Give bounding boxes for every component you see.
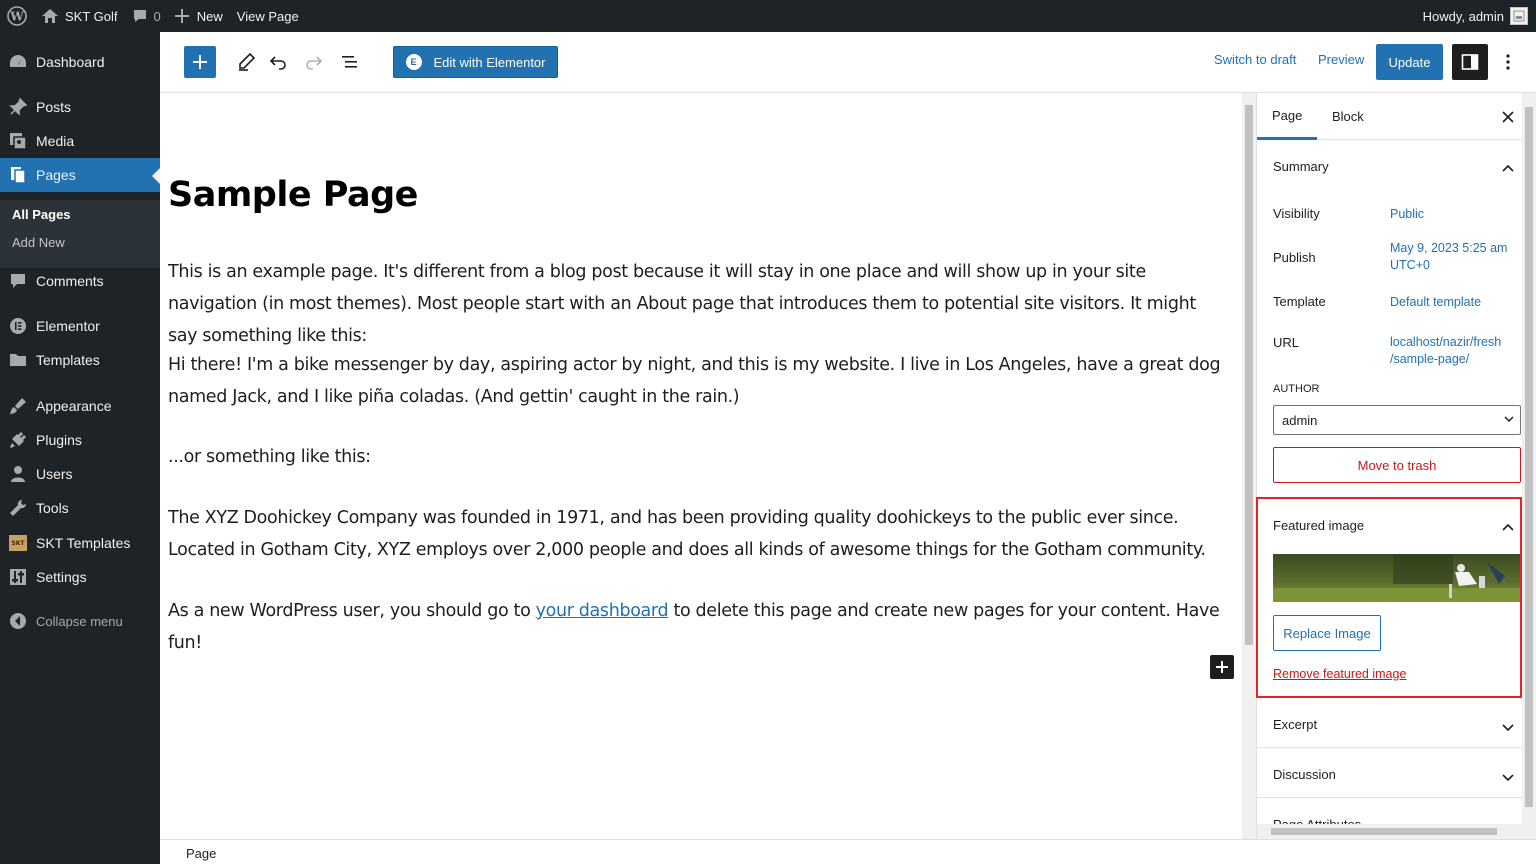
sidebar-scrollbar-thumb[interactable] (1525, 107, 1533, 807)
user-icon (0, 464, 36, 484)
document-overview-button[interactable] (334, 46, 366, 78)
media-icon (0, 131, 36, 151)
tab-block-label: Block (1332, 109, 1364, 124)
paragraph-text: As a new WordPress user, you should go to (168, 601, 536, 621)
tab-page-label: Page (1272, 107, 1303, 123)
dashboard-link[interactable]: your dashboard (535, 601, 669, 621)
chevron-down-icon (1502, 719, 1514, 737)
skt-logo-icon (0, 533, 36, 553)
sidebar-scrollbar[interactable] (1522, 93, 1536, 839)
panel-divider (1257, 797, 1522, 798)
switch-to-draft-label: Switch to draft (1214, 52, 1297, 67)
paragraph-block[interactable]: The XYZ Doohickey Company was founded in 1971, and has been providing quality doohickeys to the public ever since. Located in Gotham City, XYZ employs over 2,000 people and does all kinds of awesome things for the Gotham community. (168, 508, 1206, 560)
menu-item-media[interactable] (0, 124, 160, 158)
pages-submenu (0, 200, 160, 268)
publish-timezone-text: UTC+0 (1390, 258, 1430, 272)
move-to-trash-label: Move to trash (1357, 457, 1437, 473)
publish-date-text: May 9, 2023 5:25 am (1390, 241, 1508, 255)
wrench-icon (0, 498, 36, 518)
pushpin-icon (0, 97, 36, 117)
menu-label-users: Users (36, 466, 73, 482)
plug-icon (0, 430, 36, 450)
comments-icon (0, 271, 36, 291)
editor-footer (160, 839, 1536, 864)
view-page-label: View Page (236, 8, 299, 24)
menu-item-tools[interactable] (0, 491, 160, 525)
plus-icon (1215, 660, 1229, 674)
remove-featured-image-link[interactable]: Remove featured image (1273, 667, 1407, 681)
menu-label-comments: Comments (36, 273, 104, 289)
svg-text:W: W (10, 9, 24, 24)
switch-to-draft-button[interactable] (1214, 52, 1296, 67)
featured-image-highlight (1256, 497, 1522, 698)
menu-label-pages: Pages (36, 167, 76, 183)
site-name: SKT Golf (65, 8, 118, 24)
featured-image-heading: Featured image (1273, 518, 1365, 533)
summary-heading: Summary (1273, 159, 1329, 174)
chevron-down-icon (1504, 415, 1514, 423)
menu-item-skt-templates[interactable] (0, 526, 160, 560)
paragraph-block[interactable]: ...or something like this: (168, 447, 371, 467)
author-value: admin (1282, 412, 1318, 428)
menu-label-elementor: Elementor (36, 318, 100, 334)
elementor-logo-icon: E (406, 54, 422, 70)
submenu-add-new[interactable]: Add New (12, 235, 65, 250)
tools-button[interactable] (230, 46, 262, 78)
more-vertical-icon (1506, 54, 1510, 70)
sidebar-horizontal-scrollbar[interactable] (1257, 824, 1522, 839)
collapse-arrow-icon (0, 612, 36, 630)
comment-bubble-icon (132, 8, 148, 24)
visibility-value-button[interactable]: Public (1390, 207, 1425, 221)
menu-item-appearance[interactable] (0, 389, 160, 423)
edit-with-elementor-label: Edit with Elementor (433, 54, 546, 70)
canvas-scrollbar[interactable] (1242, 93, 1256, 839)
menu-label-media: Media (36, 133, 75, 149)
chevron-down-icon (1502, 769, 1514, 787)
panel-divider (1257, 747, 1522, 748)
paragraph-block[interactable]: Hi there! I'm a bike messenger by day, aspiring actor by night, and this is my website. I live in Los Angeles, have a great dog named Jack, and I like piña coladas. (And gettin' caught in the rain.) (168, 355, 1221, 407)
canvas-scrollbar-thumb[interactable] (1245, 105, 1253, 645)
update-label: Update (1388, 54, 1431, 70)
move-to-trash-button[interactable] (1273, 447, 1521, 483)
paragraph-text: to delete this page and create new pages for your content. Have fun! (168, 601, 1220, 653)
redo-icon (304, 52, 324, 72)
author-select[interactable] (1273, 405, 1521, 435)
plus-icon (175, 9, 189, 23)
svg-text:SKT: SKT (11, 540, 25, 547)
new-label: New (196, 8, 223, 24)
tab-block[interactable] (1332, 93, 1364, 140)
menu-label-templates: Templates (36, 352, 100, 368)
menu-label-skt-templates: SKT Templates (36, 535, 131, 551)
editor-canvas[interactable] (160, 93, 1242, 839)
menu-item-dashboard[interactable] (0, 45, 160, 79)
pencil-icon (236, 52, 256, 72)
breadcrumb[interactable]: Page (186, 846, 217, 861)
home-icon (41, 8, 59, 24)
admin-menu (0, 32, 160, 864)
close-icon (1502, 111, 1514, 123)
page-title[interactable]: Sample Page (168, 175, 418, 215)
menu-label-plugins: Plugins (36, 432, 82, 448)
author-label: AUTHOR (1273, 383, 1320, 395)
url-value-button[interactable] (1390, 334, 1501, 368)
menu-label-tools: Tools (36, 500, 69, 516)
menu-item-users[interactable] (0, 457, 160, 491)
paragraph-block[interactable] (168, 595, 1223, 659)
elementor-icon (0, 316, 36, 336)
menu-item-comments[interactable] (0, 264, 160, 298)
menu-label-settings: Settings (36, 569, 87, 585)
redo-button[interactable] (298, 46, 330, 78)
menu-item-plugins[interactable] (0, 423, 160, 457)
dashboard-icon (0, 52, 36, 72)
paintbrush-icon (0, 396, 36, 416)
admin-bar (0, 0, 1536, 32)
collapse-menu-button[interactable] (0, 604, 160, 638)
view-page-link[interactable] (230, 0, 306, 32)
menu-item-pages[interactable] (0, 158, 160, 192)
edit-with-elementor-button[interactable] (393, 46, 558, 78)
tab-page[interactable] (1257, 93, 1317, 140)
menu-label-dashboard: Dashboard (36, 54, 105, 70)
url-slug-text: /sample-page/ (1390, 352, 1470, 366)
close-sidebar-button[interactable] (1502, 93, 1514, 140)
menu-item-templates[interactable] (0, 343, 160, 377)
comments-link[interactable] (125, 0, 168, 32)
menu-label-posts: Posts (36, 99, 72, 115)
publish-date-button[interactable] (1390, 240, 1507, 274)
settings-sidebar (1256, 93, 1522, 839)
menu-item-elementor[interactable] (0, 309, 160, 343)
site-name-link[interactable] (34, 0, 125, 32)
menu-item-settings[interactable] (0, 560, 160, 594)
undo-icon (268, 52, 288, 72)
comments-count: 0 (153, 8, 161, 24)
publish-label: Publish (1273, 250, 1316, 265)
update-button[interactable] (1376, 44, 1443, 80)
collapse-menu-label: Collapse menu (36, 613, 123, 629)
sidebar-horizontal-scrollbar-thumb[interactable] (1271, 828, 1497, 835)
howdy-user[interactable]: Howdy, admin (1422, 8, 1504, 24)
settings-sidebar-toggle[interactable] (1452, 44, 1488, 80)
block-inserter-button[interactable] (184, 46, 216, 78)
add-block-button[interactable] (1210, 655, 1234, 679)
undo-button[interactable] (262, 46, 294, 78)
avatar[interactable] (1510, 7, 1528, 25)
plus-icon (192, 54, 208, 70)
url-label: URL (1273, 335, 1300, 350)
new-content-link[interactable] (168, 0, 230, 32)
folder-icon (0, 350, 36, 370)
replace-image-label: Replace Image (1283, 625, 1371, 641)
menu-item-posts[interactable] (0, 90, 160, 124)
editor-toolbar (160, 32, 1536, 93)
sidebar-tabs (1257, 93, 1522, 140)
options-menu-button[interactable] (1496, 44, 1520, 80)
paragraph-block[interactable]: This is an example page. It's different from a blog post because it will stay in one place and will show up in your site navigation (in most themes). Most people start with an About page that introduces them to potential site visitors. It might say something like this: (168, 262, 1196, 346)
template-value-button[interactable]: Default template (1390, 295, 1482, 309)
settings-sliders-icon (0, 567, 36, 587)
excerpt-heading: Excerpt (1273, 717, 1318, 732)
chevron-up-icon (1502, 159, 1514, 177)
pages-icon (0, 165, 36, 185)
sidebar-panel-icon (1461, 53, 1479, 71)
menu-label-appearance: Appearance (36, 398, 112, 414)
wordpress-logo-icon[interactable] (0, 0, 34, 32)
discussion-heading: Discussion (1273, 767, 1336, 782)
preview-label: Preview (1318, 52, 1365, 67)
preview-button[interactable] (1318, 52, 1364, 67)
list-view-icon (340, 52, 360, 72)
visibility-label: Visibility (1273, 206, 1320, 221)
url-text: localhost/nazir/fresh (1390, 335, 1502, 349)
template-label: Template (1273, 294, 1326, 309)
submenu-all-pages[interactable]: All Pages (12, 207, 71, 222)
